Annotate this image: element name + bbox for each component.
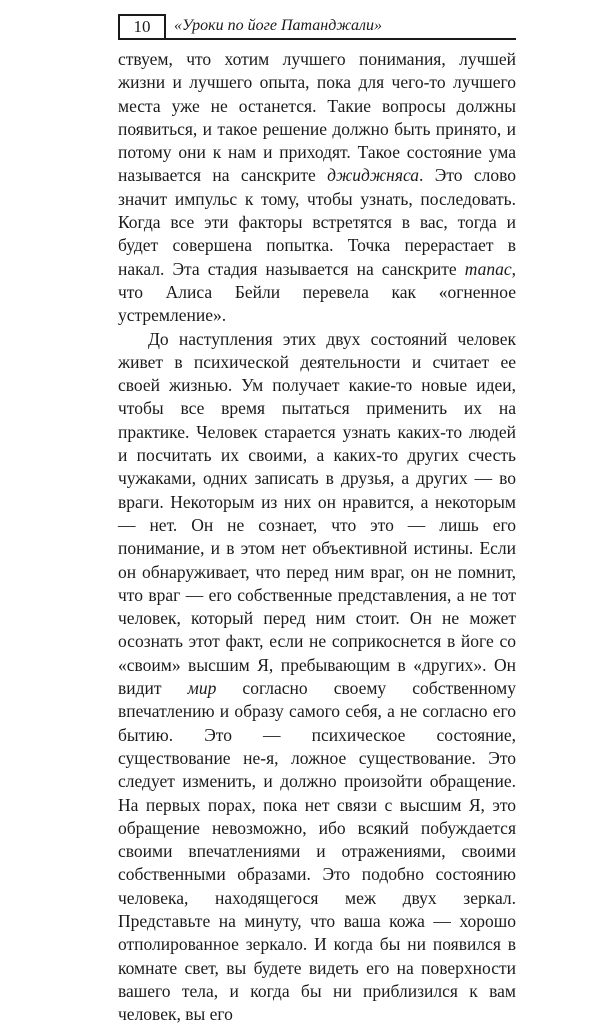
paragraph	[118, 328, 516, 1026]
italic-term: мир	[187, 678, 217, 699]
italic-term: тапас	[464, 258, 512, 279]
text-run: , что Алиса Бейли перевела как «огненное устремление».	[118, 258, 516, 326]
running-title: «Уроки по йоге Патанджали»	[174, 17, 382, 34]
page-number: 10	[118, 14, 166, 40]
text-run: ствуем, что хотим лучшего понимания, лучшей жизни и лучшего опыта, пока для чего-то лучшего места уже не останется. Такие вопросы должны появиться, и такое решение должно быть принято, и потому они к нам и приходят. Такое состояние ума называется на санскрите	[118, 49, 516, 186]
body-text	[118, 48, 516, 1026]
text-run: До наступления этих двух состояний человек живет в психической деятельности и считает ее своей жизнью. Ум получает какие-то новые идеи, чтобы все время пытаться применить их на практике. Человек старается узнать каких-то людей и посчитать их своими, а каких-то других счесть чужаками, одних записать в друзья, а других — во враги. Некоторым из них он нравится, а некоторым — нет. Он не сознает, что это — лишь его понимание, и в этом нет объективной истины. Если он обнаруживает, что перед ним враг, он не помнит, что враг — его собственные представления, а не тот человек, который перед ним стоит. Он не может осознать этот факт, если не соприкоснется в йоге со «своим» высшим Я, пребывающим в «других». Он видит	[118, 328, 516, 699]
page-header	[118, 14, 516, 42]
paragraph	[118, 48, 516, 328]
text-run: . Это слово значит импульс к тому, чтобы узнать, последовать. Когда все эти факторы встретятся в вас, тогда и будет совершена попытка. Точка перерастает в накал. Эта стадия называется на санскрите	[118, 165, 516, 279]
text-run: согласно своему собственному впечатлению и образу самого себя, а не согласно его бытию. Это — психическое состояние, существование не-я, ложное существование. Это следует изменить, и должно произойти обращение. На первых порах, пока нет связи с высшим Я, это обращение невозможно, ибо всякий побуждается своими впечатлениями и отражениями, своими собственными образами. Это подобно состоянию человека, находящегося меж двух зеркал. Представьте на минуту, что ваша кожа — хорошо отполированное зеркало. И когда бы ни появился в комнате свет, вы будете видеть его на поверхности вашего тела, и когда бы ни приблизился к вам человек, вы его	[118, 678, 517, 1025]
italic-term: джиджняса	[327, 165, 420, 186]
header-rule	[164, 38, 516, 40]
